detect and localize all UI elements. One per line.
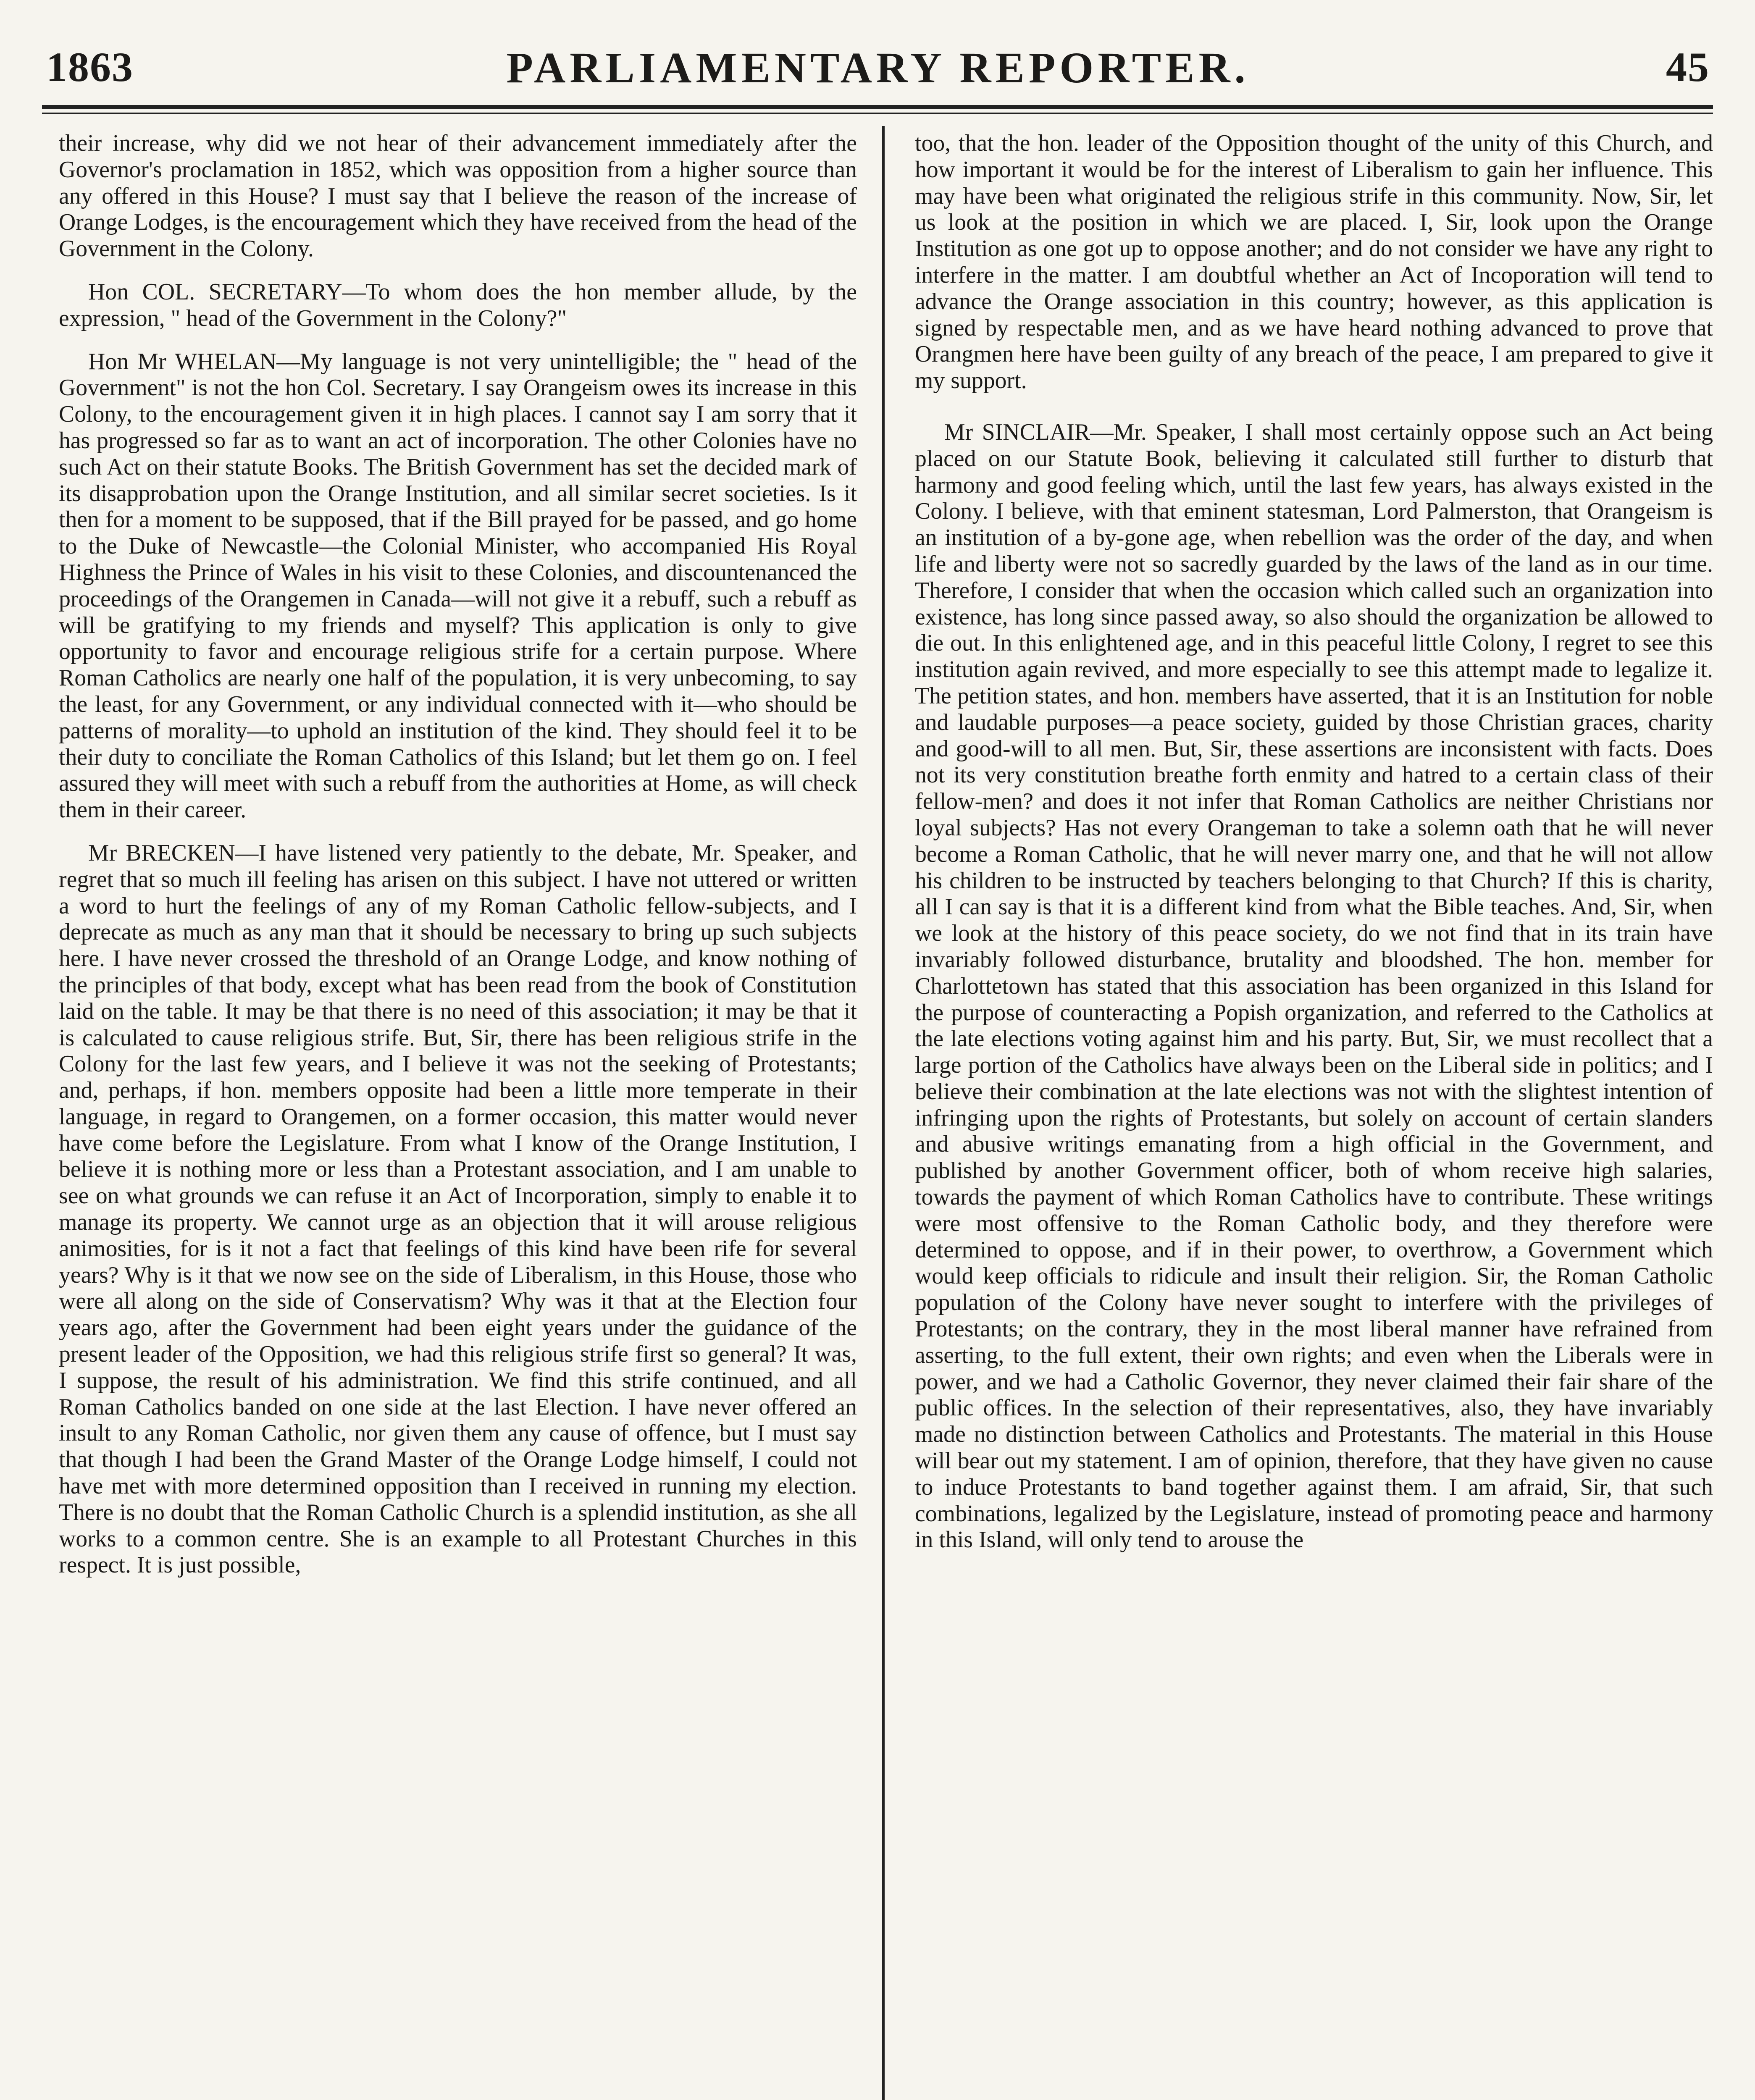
header-year: 1863 [46,44,134,90]
paragraph: Mr BRECKEN—I have listened very patiently to the debate, Mr. Speaker, and regret that so much ill feeling has arisen on this subject. I have not uttered or written a word to hurt the feelings of any of my Roman Catholic fellow-subjects, and I deprecate as much as any man that it should be necessary to bring up such subjects here. I have never crossed the threshold of an Orange Lodge, and know nothing of the principles of that body, except what has been read from the book of Constitution laid on the table. It may be that there is no need of this association; it may be that it is calculated to cause religious strife. But, Sir, there has been religious strife in the Colony for the last few years, and I believe it was not the seeking of Protestants; and, perhaps, if hon. members opposite had been a little more temperate in their language, in regard to Orangemen, on a former occasion, this matter would never have come before the Legislature. From what I know of the Orange Institution, I believe it is nothing more or less than a Protestant association, and I am unable to see on what grounds we can refuse it an Act of Incorporation, simply to enable it to manage its property. We cannot urge as an objection that it will arouse religious animosities, for is it not a fact that feelings of this kind have been rife for several years? Why is it that we now see on the side of Liberalism, in this House, those who were all along on the side of Conservatism? Why was it that at the Election four years ago, after the Government had been eight years under the guidance of the present leader of the Opposition, we had this religious strife first so general? It was, I suppose, the result of his administration. We find this strife continued, and all Roman Catholics banded on one side at the last Election. I have never offered an insult to any Roman Catholic, nor given them any cause of offence, but I must say that though I had been the Grand Master of the Orange Lodge himself, I could not have met with more determined opposition than I received in running my election. There is no doubt that the Roman Catholic Church is a splendid institution, as she all works to a common centre. She is an example to all Protestant Churches in this respect. It is just possible, [59,840,857,1578]
paragraph: their increase, why did we not hear of their advancement immediately after the Governor's proclamation in 1852, which was opposition from a higher source than any offered in this House? I must say that I believe the reason of the increase of Orange Lodges, is the encouragement which they have received from the head of the Government in the Colony. [59,130,857,262]
paragraph: Hon Mr WHELAN—My language is not very unintelligible; the " head of the Government" is not the hon Col. Secretary. I say Orangeism owes its increase in this Colony, to the encouragement given it in high places. I cannot say I am sorry that it has progressed so far as to want an act of incorporation. The other Colonies have no such Act on their statute Books. The British Government has set the decided mark of its disapprobation upon the Orange Institution, and all similar secret societies. Is it then for a moment to be supposed, that if the Bill prayed for be passed, and go home to the Duke of Newcastle—the Colonial Minister, who accompanied His Royal Highness the Prince of Wales in his visit to these Colonies, and discountenanced the proceedings of the Orangemen in Canada—will not give it a rebuff, such a rebuff as will be gratifying to my friends and myself? This application is only to give opportunity to favor and encourage religious strife for a certain purpose. Where Roman Catholics are nearly one half of the population, it is very unbecoming, to say the least, for any Government, or any individual connected with it—who should be patterns of morality—to uphold an institution of the kind. They should feel it to be their duty to conciliate the Roman Catholics of this Island; but let them go on. I feel assured they will meet with such a rebuff from the authorities at Home, as will check them in their career. [59,348,857,823]
header-page-number: 45 [1666,44,1710,90]
page-header [46,42,1710,113]
header-rule [42,105,1713,109]
right-column [915,130,1713,1570]
paragraph: Hon COL. SECRETARY—To whom does the hon member allude, by the expression, " head of the Government in the Colony?" [59,278,857,331]
paragraph: Mr SINCLAIR—Mr. Speaker, I shall most certainly oppose such an Act being placed on our Statute Book, believing it calculated still further to disturb that harmony and good feeling which, until the last few years, has always existed in the Colony. I believe, with that eminent statesman, Lord Palmerston, that Orangeism is an institution of a by-gone age, when rebellion was the order of the day, and when life and liberty were not so sacredly guarded by the laws of the land as in our time. Therefore, I consider that when the occasion which called such an organization into existence, has long since passed away, so also should the organization be allowed to die out. In this enlightened age, and in this peaceful little Colony, I regret to see this institution again revived, and more especially to see this attempt made to legalize it. The petition states, and hon. members have asserted, that it is an Institution for noble and laudable purposes—a peace society, guided by those Christian graces, charity and good-will to all men. But, Sir, these assertions are inconsistent with facts. Does not its very constitution breathe forth enmity and hatred to a certain class of their fellow-men? and does it not infer that Roman Catholics are neither Christians nor loyal subjects? Has not every Orangeman to take a solemn oath that he will never become a Roman Catholic, that he will never marry one, and that he will not allow his children to be instructed by teachers belonging to that Church? If this is charity, all I can say is that it is a different kind from what the Bible teaches. And, Sir, when we look at the history of this peace society, do we not find that in its train have invariably followed disturbance, brutality and bloodshed. The hon. member for Charlottetown has stated that this association has been organized in this Island for the purpose of counteracting a Popish organization, and referred to the Catholics at the late elections voting against him and his party. But, Sir, we must recollect that a large portion of the Catholics have always been on the Liberal side in politics; and I believe their combination at the late elections was not with the slightest intention of infringing upon the rights of Protestants, but solely on account of certain slanders and abusive writings emanating from a high official in the Government, and published by another Government officer, both of whom receive high salaries, towards the payment of which Roman Catholics have to contribute. These writings were most offensive to the Roman Catholic body, and they therefore were determined to oppose, and if in their power, to overthrow, a Government which would keep officials to ridicule and insult their religion. Sir, the Roman Catholic population of the Colony have never sought to interfere with the privileges of Protestants; on the contrary, they in the most liberal manner have refrained from asserting, to the full extent, their own rights; and even when the Liberals were in power, and we had a Catholic Governor, they never claimed their fair share of the public offices. In the selection of their representatives, also, they have invariably made no distinction between Catholics and Protestants. The material in this House will bear out my statement. I am of opinion, therefore, that they have given no cause to induce Protestants to band together against them. I am afraid, Sir, that such combinations, legalized by the Legislature, instead of promoting peace and harmony in this Island, will only tend to arouse the [915,419,1713,1553]
header-title: PARLIAMENTARY REPORTER. [506,44,1250,92]
header-rule-thin [42,113,1713,114]
column-divider [882,126,885,2100]
paragraph: too, that the hon. leader of the Opposition thought of the unity of this Church, and how important it would be for the interest of Liberalism to gain her influence. This may have been what originated the religious strife in this community. Now, Sir, let us look at the position in which we are placed. I, Sir, look upon the Orange Institution as one got up to oppose another; and do not consider we have any right to interfere in the matter. I am doubtful whether an Act of Incoporation will tend to advance the Orange association in this country; however, as this application is signed by respectable men, and as we have heard nothing advanced to prove that Orangmen here have been guilty of any breach of the peace, I am prepared to give it my support. [915,130,1713,394]
left-column [59,130,857,1595]
